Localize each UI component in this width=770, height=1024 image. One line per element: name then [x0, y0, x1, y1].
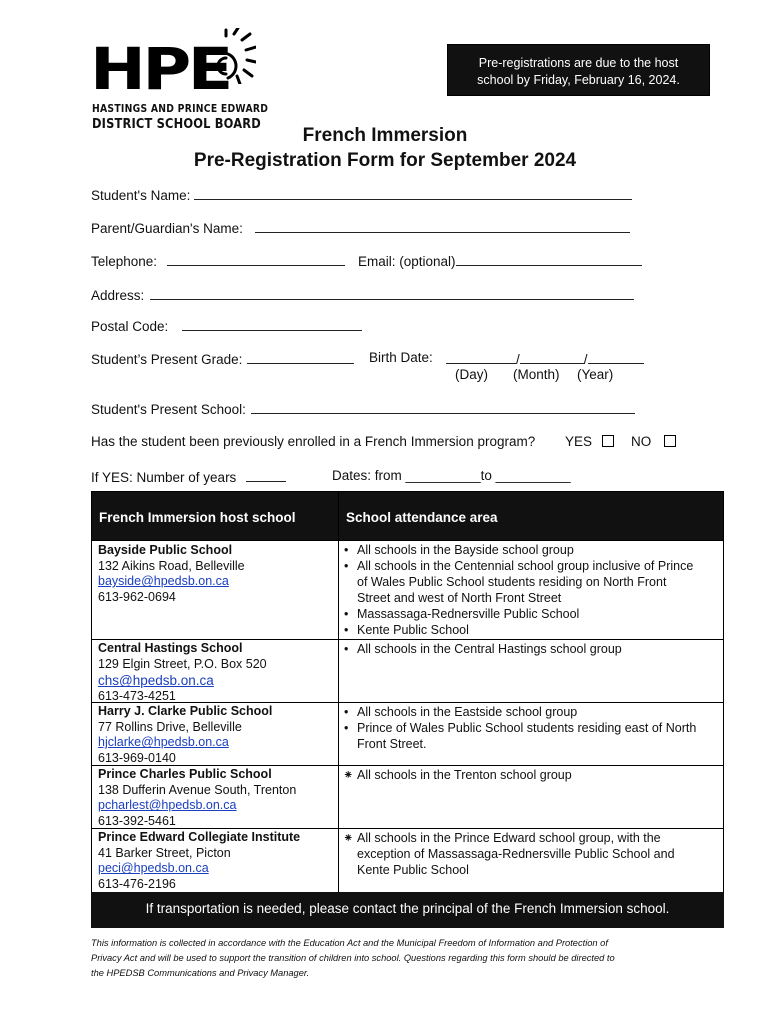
address-label: Address: — [91, 288, 145, 303]
school-phone: 613-476-2196 — [98, 877, 176, 892]
student-name-label: Student's Name: — [91, 188, 191, 203]
area-item-cont: Kente Public School — [357, 863, 469, 877]
parent-name-label: Parent/Guardian's Name: — [91, 221, 243, 236]
row-divider — [92, 540, 723, 541]
bullet-icon: • — [344, 623, 349, 637]
school-phone: 613-969-0140 — [98, 751, 176, 766]
no-checkbox[interactable] — [664, 435, 676, 447]
area-item-cont: of Wales Public School students residing on North Front — [357, 575, 667, 589]
dates-field[interactable]: Dates: from __________to __________ — [332, 468, 571, 483]
email-input[interactable] — [456, 252, 642, 266]
host-school-table — [91, 491, 724, 928]
years-input[interactable] — [246, 468, 286, 482]
column-divider — [338, 492, 339, 892]
school-email-link[interactable]: hjclarke@hpedsb.on.ca — [98, 735, 229, 750]
logo-board-line2: DISTRICT SCHOOL BOARD — [92, 117, 261, 132]
years-field — [91, 468, 286, 485]
school-phone: 613-473-4251 — [98, 689, 176, 704]
school-email-link[interactable]: peci@hpedsb.on.ca — [98, 861, 209, 876]
table-row — [98, 543, 245, 606]
table-row — [98, 830, 300, 893]
bullet-icon: • — [344, 543, 349, 557]
notice-line1: Pre-registrations are due to the host — [478, 56, 679, 70]
bullet-icon: • — [344, 705, 349, 719]
address-field — [91, 286, 634, 303]
no-option[interactable] — [631, 434, 676, 449]
school-phone: 613-962-0694 — [98, 590, 176, 605]
school-address: 77 Rollins Drive, Belleville — [98, 719, 242, 734]
notice-line2: school by Friday, February 16, 2024. — [477, 73, 680, 87]
form-title: French Immersion — [302, 125, 468, 146]
form-subtitle: Pre-Registration Form for September 2024 — [193, 150, 577, 171]
school-name: Prince Edward Collegiate Institute — [98, 830, 301, 844]
birth-month-input[interactable] — [520, 350, 584, 364]
telephone-field — [91, 252, 345, 269]
yes-option[interactable] — [565, 434, 614, 449]
table-header — [92, 492, 723, 540]
asterisk-bullet-icon: ⁕ — [343, 768, 354, 782]
school-address: 129 Elgin Street, P.O. Box 520 — [98, 656, 267, 671]
bullet-icon: • — [344, 559, 349, 573]
bullet-icon: • — [344, 721, 349, 735]
no-label: NO — [631, 434, 652, 449]
area-item-cont: Street and west of North Front Street — [357, 591, 562, 605]
sun-rays-icon — [212, 28, 256, 84]
postal-code-field — [91, 317, 362, 334]
disclaimer-line3: the HPEDSB Communications and Privacy Manager. — [91, 968, 310, 978]
email-field — [358, 252, 642, 269]
present-grade-field — [91, 350, 354, 367]
area-item: Prince of Wales Public School students residing east of North — [357, 721, 697, 735]
student-name-input[interactable] — [194, 186, 632, 200]
birth-date-inputs: / / — [446, 350, 644, 367]
birth-day-input[interactable] — [446, 350, 516, 364]
telephone-input[interactable] — [167, 252, 345, 266]
school-name: Bayside Public School — [98, 543, 233, 557]
school-address: 138 Dufferin Avenue South, Trenton — [98, 782, 297, 797]
area-item-cont: exception of Massassaga-Rednersville Public School and — [357, 847, 675, 861]
school-name: Harry J. Clarke Public School — [98, 704, 273, 718]
area-item: All schools in the Prince Edward school group, with the — [357, 831, 661, 845]
present-grade-input[interactable] — [247, 350, 354, 364]
asterisk-bullet-icon: ⁕ — [343, 831, 354, 845]
area-item: All schools in the Eastside school group — [357, 705, 578, 719]
years-label: If YES: Number of years — [91, 470, 237, 485]
birth-year-input[interactable] — [588, 350, 644, 364]
area-item-cont: Front Street. — [357, 737, 427, 751]
table-row — [98, 641, 267, 705]
header-attendance-area: School attendance area — [346, 510, 498, 525]
parent-name-input[interactable] — [255, 219, 630, 233]
bullet-icon: • — [344, 642, 349, 656]
logo-board-line1: HASTINGS AND PRINCE EDWARD — [92, 103, 269, 115]
privacy-disclaimer — [91, 936, 701, 981]
logo-letters: HPE — [90, 35, 230, 103]
present-school-field — [91, 400, 635, 417]
deadline-notice — [447, 44, 710, 96]
disclaimer-line1: This information is collected in accordance with the Education Act and the Municipal Freedom of Information and Protection of — [91, 938, 608, 948]
school-email-link[interactable]: pcharlest@hpedsb.on.ca — [98, 798, 237, 813]
school-address: 41 Barker Street, Picton — [98, 845, 231, 860]
student-name-field — [91, 186, 632, 203]
area-item: All schools in the Bayside school group — [357, 543, 574, 557]
area-item: Massassaga-Rednersville Public School — [357, 607, 580, 621]
table-row — [98, 767, 296, 830]
school-email-link[interactable]: bayside@hpedsb.on.ca — [98, 574, 229, 589]
prev-enrolled-question: Has the student been previously enrolled in a French Immersion program? — [91, 434, 536, 449]
area-item: All schools in the Centennial school group inclusive of Prince — [357, 559, 694, 573]
area-item: Kente Public School — [357, 623, 469, 637]
postal-code-label: Postal Code: — [91, 319, 169, 334]
birth-date-field — [369, 350, 433, 365]
yes-checkbox[interactable] — [602, 435, 614, 447]
birth-date-label: Birth Date: — [369, 350, 433, 365]
yes-label: YES — [565, 434, 593, 449]
school-name: Central Hastings School — [98, 641, 243, 655]
present-school-label: Student's Present School: — [91, 402, 246, 417]
bullet-icon: • — [344, 607, 349, 621]
table-row — [98, 704, 272, 767]
day-hint: (Day) — [455, 367, 488, 382]
email-label: Email: (optional) — [358, 254, 456, 269]
school-name: Prince Charles Public School — [98, 767, 272, 781]
school-address: 132 Aikins Road, Belleville — [98, 558, 245, 573]
header-host-school: French Immersion host school — [99, 510, 296, 525]
transportation-note: If transportation is needed, please contact the principal of the French Immersion school. — [91, 892, 724, 928]
postal-code-input[interactable] — [182, 317, 362, 331]
area-item: All schools in the Trenton school group — [357, 768, 572, 782]
school-email-link[interactable]: chs@hpedsb.on.ca — [98, 673, 214, 689]
disclaimer-line2: Privacy Act and will be used to support the transition of children into school. Questions regarding this form should be directed to — [91, 953, 615, 963]
area-item: All schools in the Central Hastings school group — [357, 642, 622, 656]
parent-name-field — [91, 219, 630, 236]
month-hint: (Month) — [513, 367, 560, 382]
present-grade-label: Student’s Present Grade: — [91, 352, 243, 367]
present-school-input[interactable] — [251, 400, 635, 414]
school-phone: 613-392-5461 — [98, 814, 176, 829]
row-divider — [92, 639, 723, 640]
year-hint: (Year) — [577, 367, 614, 382]
address-input[interactable] — [150, 286, 634, 300]
telephone-label: Telephone: — [91, 254, 158, 269]
